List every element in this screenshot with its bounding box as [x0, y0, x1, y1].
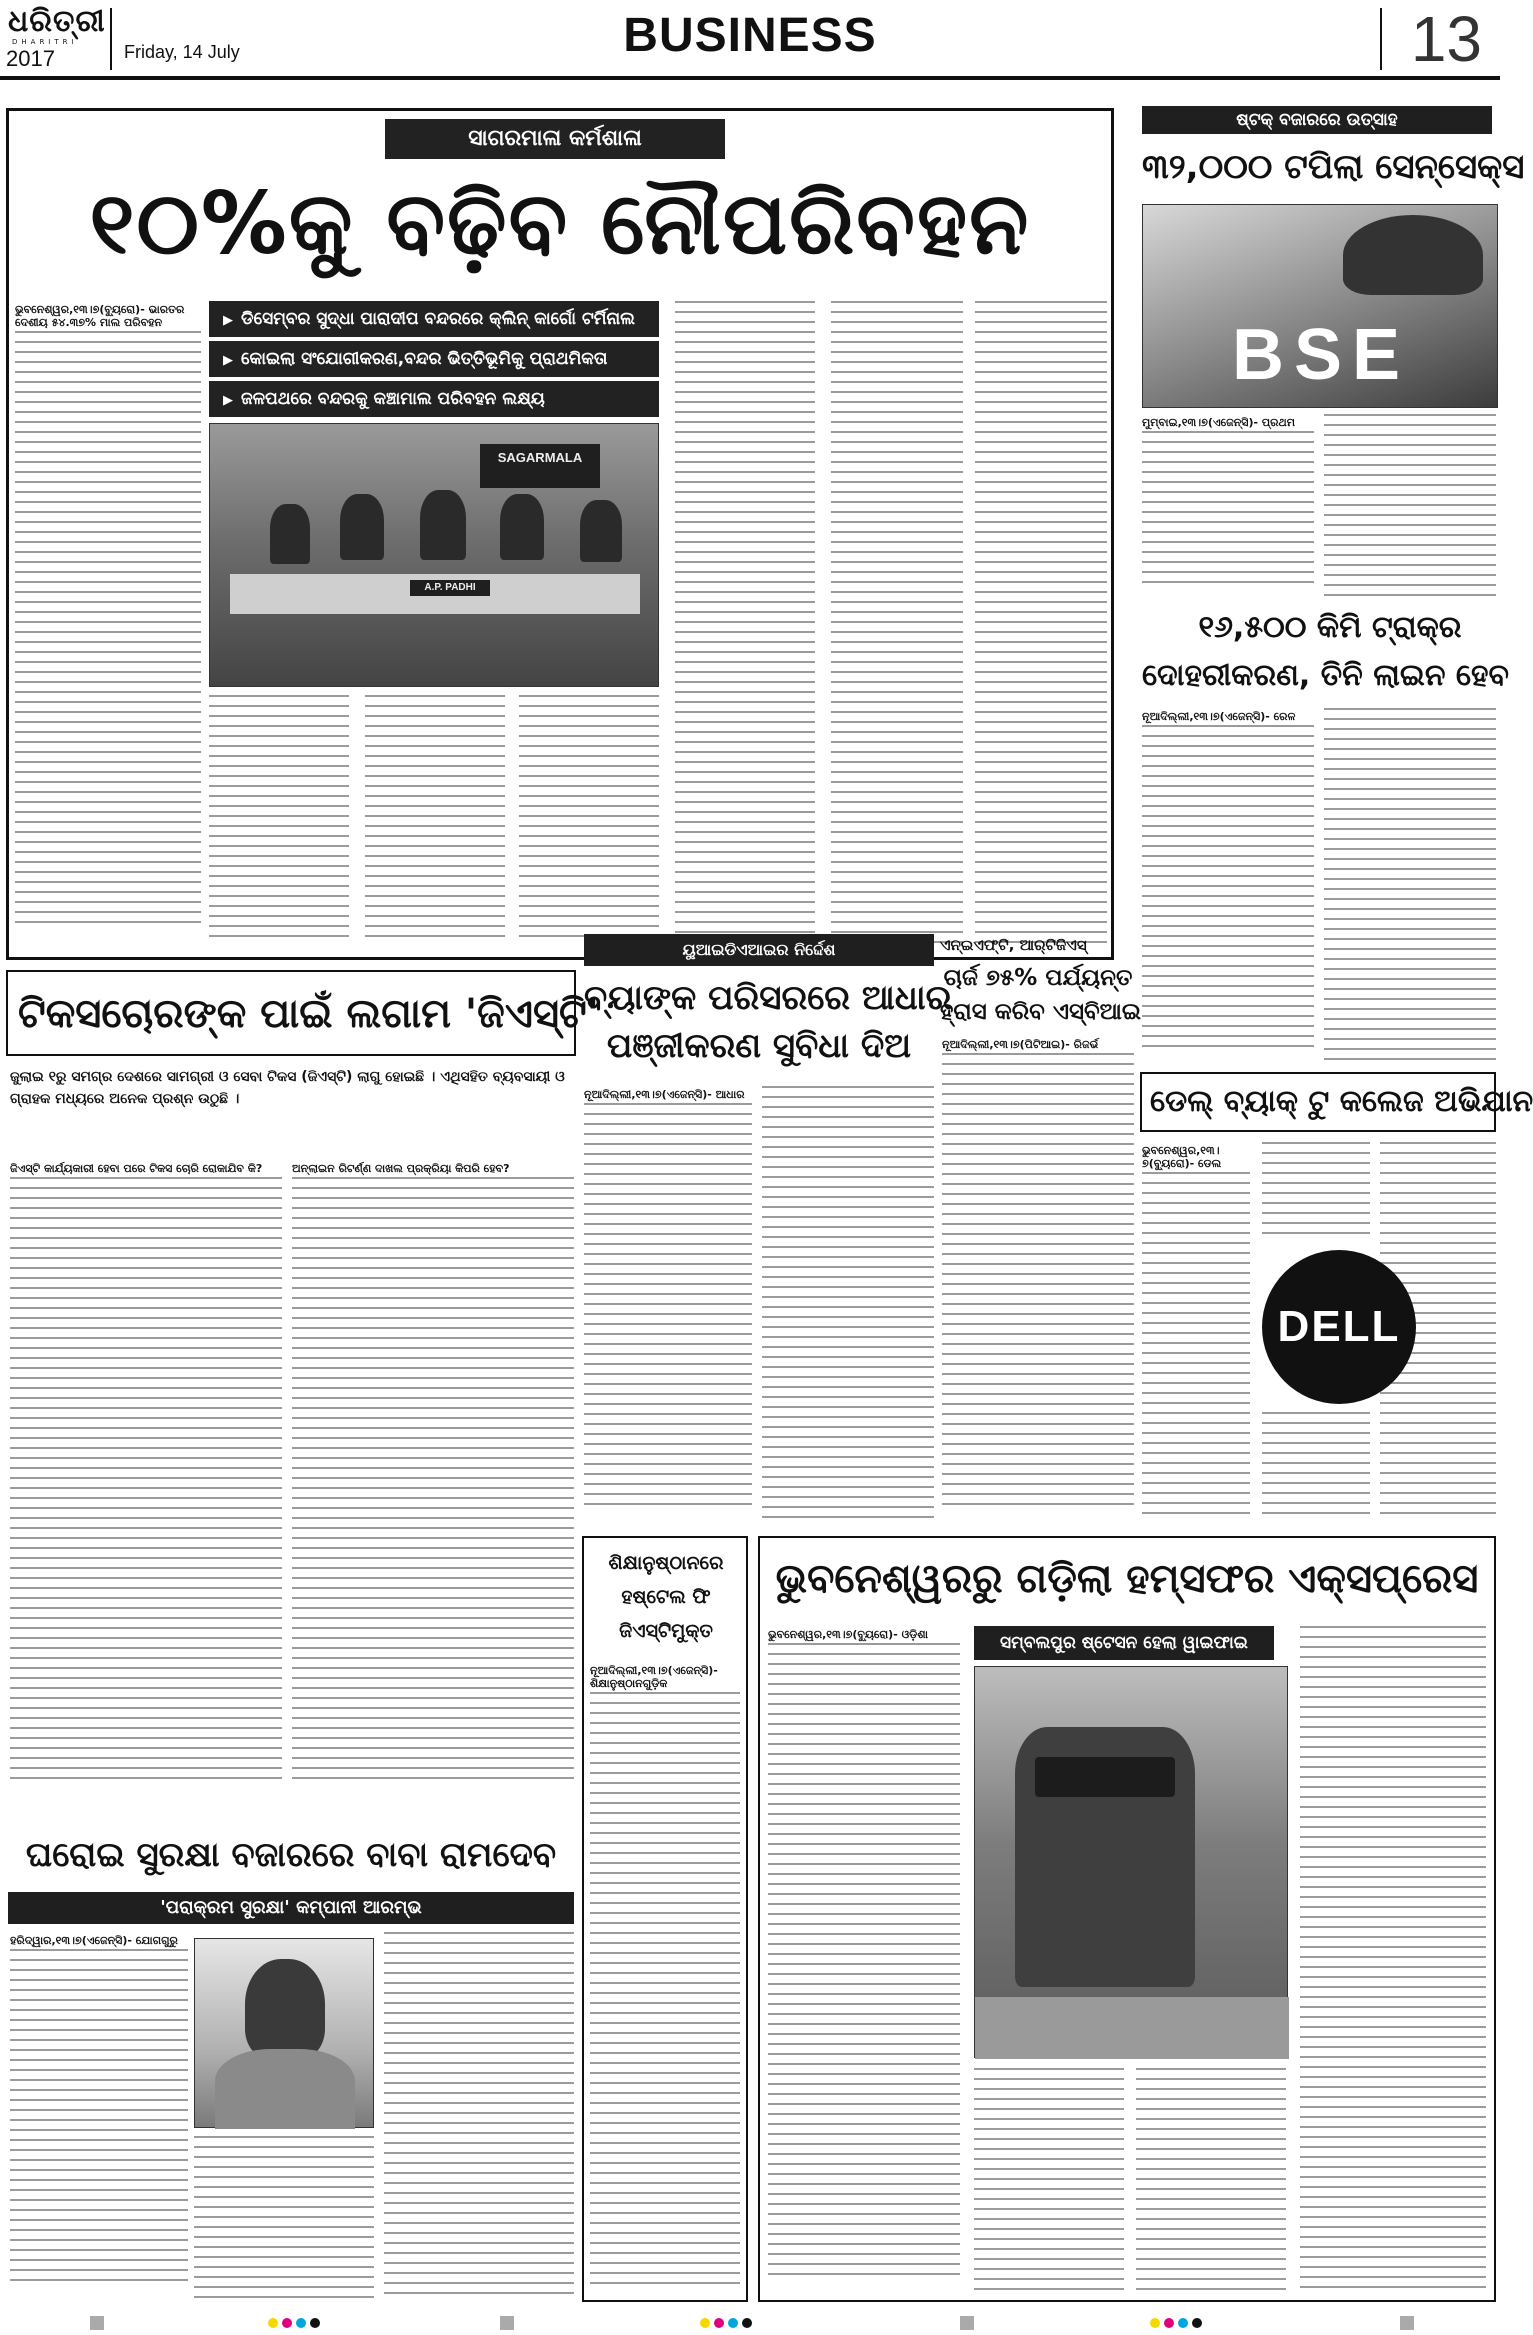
article-text-lines [1142, 1172, 1250, 1522]
lead-text-column-2 [209, 695, 349, 945]
lead-text-column-3 [365, 695, 505, 945]
article-text-lines [365, 695, 505, 945]
photo-nameplate: A.P. PADHI [410, 580, 490, 596]
ramdev-dateline: ହରିଦ୍ୱାର,୧୩।୭(ଏଜେନ୍ସି)- ଯୋଗଗୁରୁ [10, 1932, 188, 1949]
tracks-headline-line2[interactable]: ଦୋହରୀକରଣ, ତିନି ଲାଇନ ହେବ [1142, 658, 1509, 693]
article-text-lines [384, 1932, 574, 2298]
sensex-label: ଷ୍ଟକ୍ ବଜାରରେ ଉତ୍ସାହ [1142, 106, 1492, 134]
page-number: 13 [1410, 3, 1482, 75]
photo-banner-text: SAGARMALA [497, 450, 583, 465]
lead-text-column-6 [831, 301, 963, 945]
humsafar-text-column-3 [1136, 2068, 1286, 2294]
ramdev-text-column-3 [384, 1932, 574, 2298]
ramdev-text-column-1 [10, 1932, 188, 2298]
tracks-text-column-2 [1324, 708, 1496, 1064]
lead-dateline: ଭୁବନେଶ୍ୱର,୧୩।୭(ବ୍ୟୁରୋ)- ଭାରତର ଦେଶୀୟ ୫୪.୩୭% ମାଲ ପରିବହନ [15, 301, 201, 331]
registration-mark [714, 2318, 724, 2328]
lead-bullet: ▶ କୋଇଲା ସଂଯୋଗୀକରଣ,ବନ୍ଦର ଭିତ୍ତିଭୂମିକୁ ପ୍ରାଥମିକତା [209, 341, 659, 377]
article-text-lines [975, 301, 1107, 945]
lead-bullet: ▶ ଡିସେମ୍ବର ସୁଦ୍ଧା ପାରାଦୀପ ବନ୍ଦରରେ କ୍ଲିନ୍ କାର୍ଗୋ ଟର୍ମିନାଲ [209, 301, 659, 337]
humsafar-text-column-1 [768, 1626, 960, 2294]
photo-person [270, 504, 310, 564]
registration-mark [500, 2316, 514, 2330]
article-text-lines [942, 1053, 1134, 1513]
tracks-headline-line1[interactable]: ୧୬,୫୦୦ କିମି ଟ୍ରାକ୍‌ର [1198, 610, 1462, 645]
article-text-lines [209, 695, 349, 945]
sbi-headline-line2[interactable]: ହ୍ରାସ କରିବ ଏସ୍‌ବିଆଇ [940, 999, 1142, 1025]
registration-mark [728, 2318, 738, 2328]
article-text-lines [292, 1177, 574, 1787]
masthead-divider [1380, 8, 1382, 70]
registration-mark [1178, 2318, 1188, 2328]
lead-text-column-5 [675, 301, 815, 945]
gst-text-column-2 [292, 1160, 574, 1810]
edition-year: 2017 [6, 46, 55, 71]
train-windshield-icon [1035, 1757, 1175, 1797]
education-dateline: ନୂଆଦିଲ୍ଲୀ,୧୩।୭(ଏଜେନ୍ସି)- ଶିକ୍ଷାନୁଷ୍ଠାନଗୁଡ଼ିକ [590, 1662, 740, 1692]
article-text-lines [1142, 725, 1314, 1055]
article-text-lines [10, 1177, 282, 1787]
registration-mark [700, 2318, 710, 2328]
bull-statue-icon [1343, 215, 1483, 295]
registration-mark [268, 2318, 278, 2328]
education-text-column [590, 1662, 740, 2292]
humsafar-train-photo[interactable] [974, 1666, 1288, 2058]
print-registration-marks [0, 2310, 1500, 2335]
lead-story[interactable] [6, 108, 1114, 960]
article-text-lines [675, 301, 815, 945]
article-text-lines [1262, 1412, 1370, 1522]
lead-text-column-7 [975, 301, 1107, 945]
dell-headline: ଡେଲ୍ ବ୍ୟାକ୍ ଟୁ କଲେଜ ଅଭିଯାନ [1150, 1084, 1533, 1119]
aadhaar-text-column-1 [584, 1086, 752, 1526]
aadhaar-label: ୟୁଆଇଡିଏଆଇର ନିର୍ଦ୍ଦେଶ [584, 934, 934, 966]
article-text-lines [1262, 1142, 1370, 1242]
article-text-lines [519, 695, 659, 945]
article-text-lines [10, 1949, 188, 2285]
registration-mark [1150, 2318, 1160, 2328]
sensex-photo[interactable] [1142, 204, 1498, 408]
article-text-lines [584, 1103, 752, 1513]
gst-question: ଅନ୍‌ଲାଇନ ରିଟର୍ଣ୍ଣ ଦାଖଲ ପ୍ରକ୍ରିୟା କିପରି ହେବ? [292, 1160, 574, 1177]
lead-kicker: ସାଗରମାଳା କର୍ମଶାଳା [385, 119, 725, 159]
registration-mark [1164, 2318, 1174, 2328]
article-text-lines [974, 2068, 1124, 2294]
aadhaar-headline-line2[interactable]: ପଞ୍ଜୀକରଣ ସୁବିଧା ଦିଅ [606, 1026, 912, 1066]
sbi-dateline: ନୂଆଦିଲ୍ଲୀ,୧୩।୭(ପିଟିଆଇ)- ରିଜର୍ଭ [942, 1036, 1134, 1053]
aadhaar-headline-line1[interactable]: ବ୍ୟାଙ୍କ ପରିସରରେ ଆଧାର [584, 978, 952, 1018]
newspaper-logo: ଧରିତ୍ରୀ [8, 4, 106, 39]
photo-person [580, 500, 622, 562]
lead-photo[interactable] [209, 423, 659, 687]
ramdev-headline[interactable]: ଘରୋଇ ସୁରକ୍ଷା ବଜାରରେ ବାବା ରାମଦେବ [25, 1835, 557, 1875]
platform [975, 1997, 1289, 2059]
tracks-dateline: ନୂଆଦିଲ୍ଲୀ,୧୩।୭(ଏଜେନ୍ସି)- ରେଳ [1142, 708, 1314, 725]
newspaper-logo-subtitle: DHARITRI [12, 38, 78, 46]
dell-logo: DELL [1262, 1250, 1416, 1404]
article-text-lines [768, 1643, 960, 2283]
article-text-lines [762, 1086, 934, 1526]
dell-headline-box[interactable] [1140, 1072, 1533, 1132]
gst-text-column-1 [10, 1160, 282, 1810]
bse-sign: BSE [1231, 315, 1411, 395]
article-text-lines [1324, 708, 1496, 1064]
humsafar-text-column-2 [974, 2068, 1124, 2294]
photo-person-body [215, 2049, 355, 2129]
tracks-text-column-1 [1142, 708, 1314, 1064]
registration-mark [1192, 2318, 1202, 2328]
gst-question: ଜିଏସ୍‌ଟି କାର୍ଯ୍ୟକାରୀ ହେବା ପରେ ଟିକସ ଚୋରି ରୋକାଯିବ କି? [10, 1160, 282, 1177]
section-title: BUSINESS [623, 9, 877, 62]
registration-mark [960, 2316, 974, 2330]
edition-date: Friday, 14 July [124, 42, 240, 62]
article-text-lines [15, 331, 201, 931]
lead-bullet: ▶ ଜଳପଥରେ ବନ୍ଦରକୁ କଞ୍ଚାମାଲ ପରିବହନ ଲକ୍ଷ୍ୟ [209, 381, 659, 417]
photo-person [420, 490, 466, 560]
lead-text-column-4 [519, 695, 659, 945]
humsafar-headline: ଭୁବନେଶ୍ୱରରୁ ଗଡ଼ିଲା ହମ୍‌ସଫର ଏକ୍ସପ୍ରେସ [775, 1556, 1479, 1602]
sensex-dateline: ମୁମ୍ବାଇ,୧୩।୭(ଏଜେନ୍ସି)- ପ୍ରଥମ [1142, 414, 1314, 431]
sensex-text-column-1 [1142, 414, 1314, 598]
sbi-label: ଏନ୍‌ଇଏଫ୍‌ଟି, ଆର୍‌ଟିଜିଏସ୍ [940, 936, 1087, 954]
lead-text-column-1 [15, 301, 201, 941]
registration-mark [282, 2318, 292, 2328]
article-text-lines [1136, 2068, 1286, 2294]
article-text-lines [590, 1692, 740, 2292]
article-text-lines [1300, 1626, 1486, 2294]
humsafar-text-column-4 [1300, 1626, 1486, 2294]
gst-headline: ଟିକସଚୋରଙ୍କ ପାଇଁ ଲଗାମ 'ଜିଏସ୍‌ଟି' [18, 991, 599, 1037]
lead-headline: ୧୦%କୁ ବଢ଼ିବ ନୌପରିବହନ [89, 174, 1031, 274]
photo-person [500, 494, 544, 560]
registration-mark [90, 2316, 104, 2330]
photo-banner [480, 444, 600, 488]
article-text-lines [1324, 414, 1496, 598]
gst-intro: ଜୁଲାଇ ୧ରୁ ସମଗ୍ର ଦେଶରେ ସାମଗ୍ରୀ ଓ ସେବା ଟିକସ (ଜିଏସ୍‌ଟି) ଲାଗୁ ହୋଇଛି । ଏଥିସହିତ ବ୍ୟବସାୟୀ ଓ ଗ୍ରାହକ ମଧ୍ୟରେ ଅନେକ ପ୍ରଶ୍ନ ଉଠୁଛି । [10, 1069, 565, 1107]
sbi-text-column [942, 1036, 1134, 1526]
ramdev-photo[interactable] [194, 1938, 374, 2128]
photo-person [340, 494, 384, 560]
registration-mark [296, 2318, 306, 2328]
masthead [0, 0, 1500, 80]
dell-text-column-2 [1262, 1142, 1370, 1242]
registration-mark [742, 2318, 752, 2328]
dell-dateline: ଭୁବନେଶ୍ୱର,୧୩।୭(ବ୍ୟୁରୋ)- ଡେଲ [1142, 1142, 1250, 1172]
photo-person [245, 1959, 325, 2059]
registration-mark [310, 2318, 320, 2328]
article-text-lines [1142, 431, 1314, 591]
dell-text-column-2b [1262, 1412, 1370, 1522]
registration-mark [1400, 2316, 1414, 2330]
ramdev-text-column-2 [194, 2136, 374, 2298]
article-text-lines [831, 301, 963, 945]
aadhaar-text-column-2 [762, 1086, 934, 1526]
aadhaar-dateline: ନୂଆଦିଲ୍ଲୀ,୧୩।୭(ଏଜେନ୍ସି)- ଆଧାର [584, 1086, 752, 1103]
sbi-headline-line1[interactable]: ଚାର୍ଜ ୭୫% ପର୍ଯ୍ୟନ୍ତ [943, 965, 1133, 991]
dell-text-column-1 [1142, 1142, 1250, 1522]
ramdev-subhead: 'ପରାକ୍ରମ ସୁରକ୍ଷା' କମ୍ପାନୀ ଆରମ୍ଭ [8, 1892, 574, 1924]
sensex-headline[interactable]: ୩୨,୦୦୦ ଟପିଲା ସେନ୍ସେକ୍ସ [1142, 147, 1525, 187]
humsafar-story-box[interactable] [758, 1536, 1496, 2302]
humsafar-dateline: ଭୁବନେଶ୍ୱର,୧୩।୭(ବ୍ୟୁରୋ)- ଓଡ଼ିଶା [768, 1626, 960, 1643]
humsafar-subhead: ସମ୍ବଲପୁର ଷ୍ଟେସନ ହେଲା ୱାଇଫାଇ [974, 1626, 1274, 1660]
gst-headline-box[interactable] [6, 970, 599, 1056]
education-story-box[interactable] [582, 1536, 748, 2302]
sensex-text-column-2 [1324, 414, 1496, 598]
education-headline: ଶିକ୍ଷାନୁଷ୍ଠାନରେ ହଷ୍ଟେଲ ଫି ଜିଏସ୍‌ଟିମୁକ୍ତ [608, 1552, 724, 1642]
article-text-lines [194, 2136, 374, 2298]
lead-bullets [209, 301, 659, 421]
